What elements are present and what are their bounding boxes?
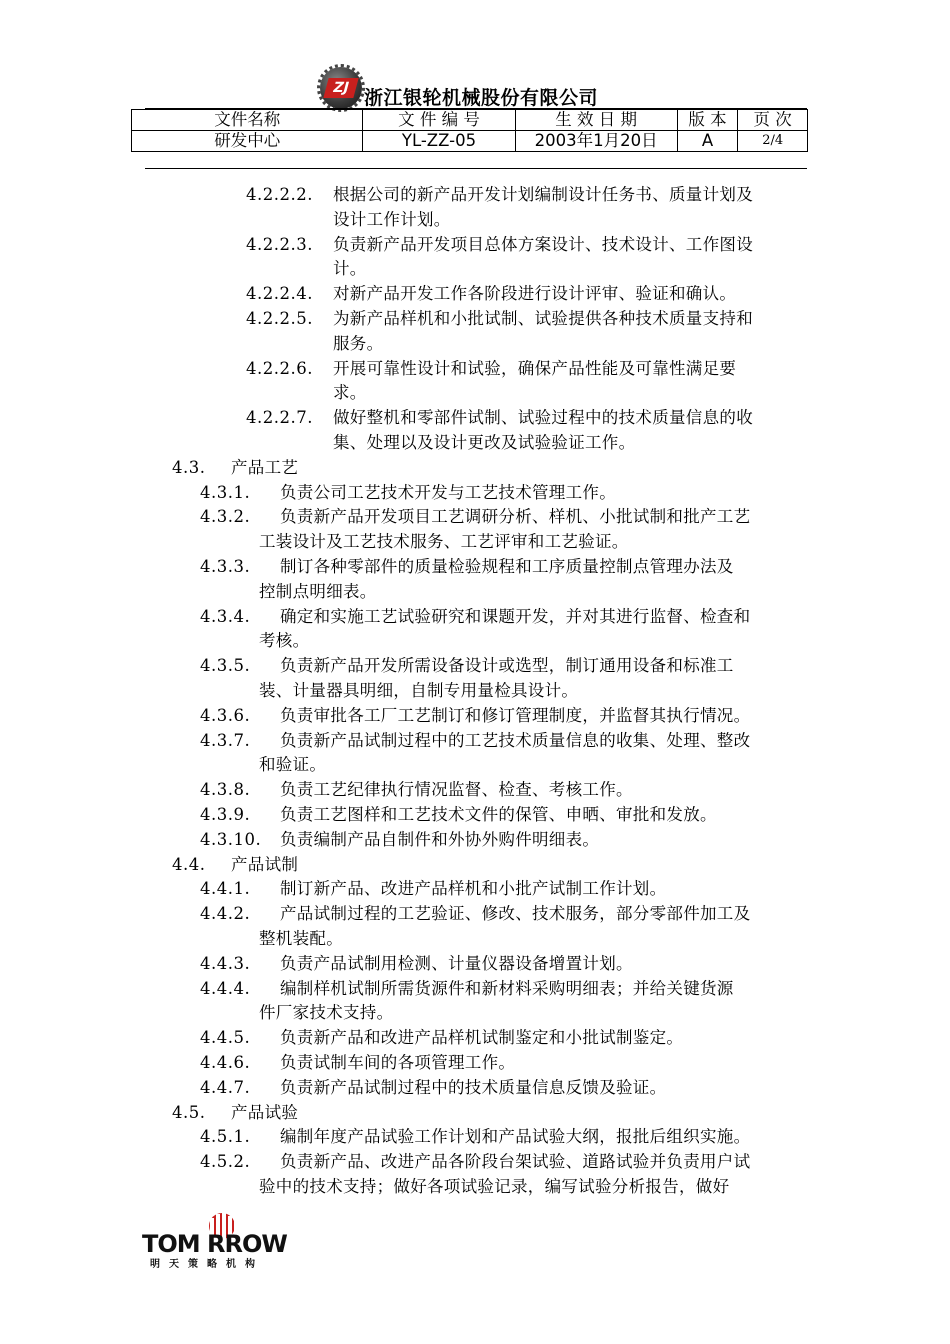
company-name: 浙江银轮机械股份有限公司 bbox=[364, 86, 599, 109]
meta-header-row bbox=[132, 110, 808, 131]
meta-value-date: 2003年1月20日 bbox=[515, 131, 677, 152]
meta-header-name: 文件名称 bbox=[132, 110, 363, 131]
meta-value-name: 研发中心 bbox=[132, 131, 363, 152]
meta-header-code: 文 件 编 号 bbox=[363, 110, 515, 131]
meta-value-row bbox=[132, 131, 808, 152]
meta-value-page: 2/4 bbox=[738, 131, 808, 152]
company-logo-icon: ZJ bbox=[320, 67, 362, 109]
document-header bbox=[320, 66, 640, 110]
brand-subtitle: 明天策略机构 bbox=[150, 1259, 264, 1270]
meta-value-version: A bbox=[677, 131, 738, 152]
meta-header-date: 生 效 日 期 bbox=[515, 110, 677, 131]
brand-wordmark: TOM RROW bbox=[142, 1230, 287, 1258]
table-bottom-divider bbox=[145, 168, 807, 169]
meta-header-page: 页 次 bbox=[738, 110, 808, 131]
document-meta-table bbox=[131, 109, 808, 152]
footer-brand-logo bbox=[140, 1212, 305, 1272]
meta-header-version: 版 本 bbox=[677, 110, 738, 131]
meta-value-code: YL-ZZ-05 bbox=[363, 131, 515, 152]
